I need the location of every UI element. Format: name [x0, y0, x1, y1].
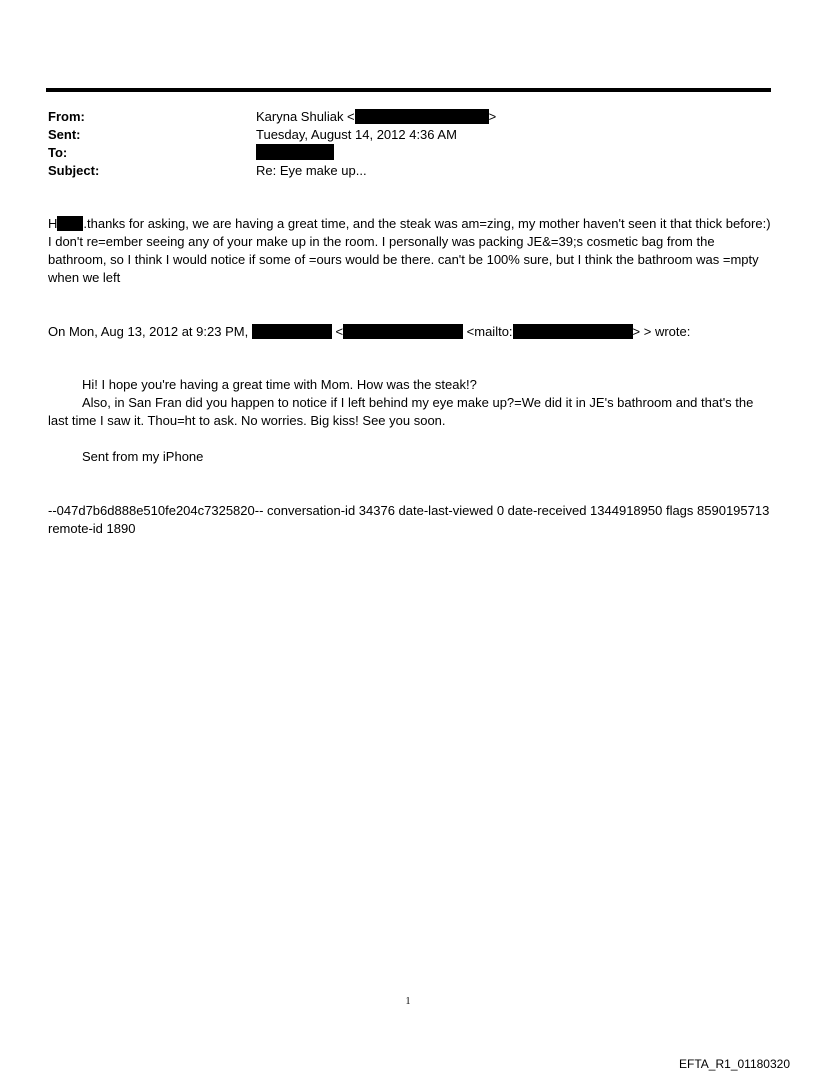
subject-row	[48, 162, 496, 180]
quote-end: > > wrote:	[632, 324, 691, 339]
sent-label: Sent:	[48, 127, 81, 142]
reply-start: H	[48, 216, 58, 231]
to-label: To:	[48, 145, 68, 160]
redaction-bar	[256, 144, 334, 160]
quoted-line: Also, in San Fran did you happen to notice if I left behind my eye make up?=We did it in JE's bathroom and that's the last time I saw it. Thou=ht to ask. No worries. Big kiss! See you soon.	[48, 395, 754, 428]
sent-row	[48, 126, 496, 144]
to-row	[48, 144, 496, 162]
signature: Sent from my iPhone	[82, 449, 204, 464]
subject-value: Re: Eye make up...	[256, 163, 367, 178]
reply-paragraph	[48, 215, 774, 287]
quoted-line: Hi! I hope you're having a great time with Mom. How was the steak!?	[82, 377, 477, 392]
from-close: >	[488, 109, 497, 124]
redaction-bar	[57, 216, 83, 231]
header-rule	[46, 88, 771, 92]
quote-intro	[48, 323, 774, 341]
from-row	[48, 108, 496, 126]
metadata-line: --047d7b6d888e510fe204c7325820-- conversation-id 34376 date-last-viewed 0 date-received 1344918950 flags 8590195713 remote-id 1890	[48, 503, 770, 536]
sent-value: Tuesday, August 14, 2012 4:36 AM	[256, 127, 457, 142]
from-value	[256, 108, 496, 126]
quoted-message	[48, 376, 774, 430]
redaction-bar	[513, 324, 633, 339]
from-name: Karyna Shuliak <	[256, 109, 355, 124]
to-value	[256, 144, 334, 162]
quote-lt: <	[335, 324, 344, 339]
reply-text: .thanks for asking, we are having a great time, and the steak was am=zing, my mother haven't seen it that thick before:) I don't re=ember seeing any of your make up in the room. I personally was packing JE&=39;s cosmetic bag from the bathroom, so I think I would notice if some of =ours would be there. can't be 100% sure, but I think the bathroom was =mpty when we left	[48, 216, 771, 285]
document-id: EFTA_R1_01180320	[679, 1057, 790, 1071]
redaction-bar	[343, 324, 463, 339]
redaction-bar	[252, 324, 332, 339]
redaction-bar	[355, 109, 489, 124]
quote-mailto: <mailto:	[466, 324, 513, 339]
email-header	[48, 108, 496, 180]
quote-intro-date: On Mon, Aug 13, 2012 at 9:23 PM,	[48, 324, 249, 339]
page-number: 1	[405, 996, 411, 1007]
subject-label: Subject:	[48, 163, 100, 178]
from-label: From:	[48, 109, 85, 124]
